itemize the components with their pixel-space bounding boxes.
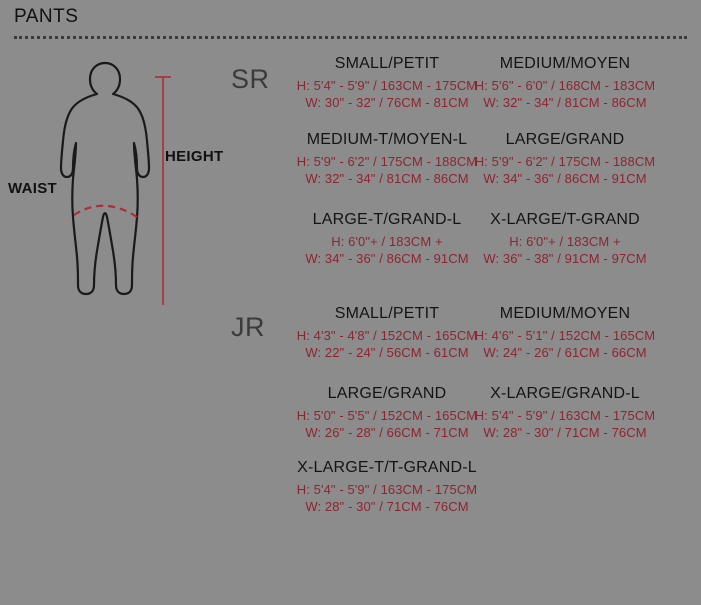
size-name: X-LARGE/GRAND-L	[490, 385, 640, 402]
group-label-sr: SR	[231, 64, 270, 94]
size-waist: W: 34" - 36" / 86CM - 91CM	[305, 251, 469, 266]
page-title: PANTS	[14, 6, 79, 27]
size-waist: W: 28" - 30" / 71CM - 76CM	[305, 499, 469, 514]
size-cell-jr-medium	[450, 305, 680, 361]
size-height: H: 4'3" - 4'8" / 152CM - 165CM	[296, 328, 478, 343]
size-cell-sr-xlarge	[450, 211, 680, 267]
size-height: H: 4'6" - 5'1" / 152CM - 165CM	[474, 328, 656, 343]
title-divider	[14, 36, 687, 39]
size-waist: W: 36" - 38" / 91CM - 97CM	[483, 251, 647, 266]
height-label: HEIGHT	[165, 148, 224, 165]
size-height: H: 6'0"+ / 183CM +	[331, 234, 443, 249]
size-waist: W: 28" - 30" / 71CM - 76CM	[483, 425, 647, 440]
size-name: MEDIUM/MOYEN	[499, 305, 631, 322]
size-cell-sr-medium	[450, 55, 680, 111]
size-height: H: 5'9" - 6'2" / 175CM - 188CM	[474, 154, 656, 169]
size-waist: W: 26" - 28" / 66CM - 71CM	[305, 425, 469, 440]
group-label-jr: JR	[231, 312, 265, 342]
size-height: H: 5'4" - 5'9" / 163CM - 175CM	[296, 78, 478, 93]
size-cell-jr-xlarge-tall	[272, 459, 502, 515]
size-cell-jr-xlarge	[450, 385, 680, 441]
size-name: LARGE-T/GRAND-L	[312, 211, 462, 228]
size-height: H: 5'4" - 5'9" / 163CM - 175CM	[474, 408, 656, 423]
size-height: H: 5'4" - 5'9" / 163CM - 175CM	[296, 482, 478, 497]
size-name: X-LARGE/T-GRAND	[490, 211, 640, 228]
size-waist: W: 30" - 32" / 76CM - 81CM	[305, 95, 469, 110]
size-cell-sr-large	[450, 131, 680, 187]
size-waist: W: 24" - 26" / 61CM - 66CM	[483, 345, 647, 360]
size-height: H: 6'0"+ / 183CM +	[509, 234, 621, 249]
size-name: LARGE/GRAND	[327, 385, 447, 402]
size-waist: W: 34" - 36" / 86CM - 91CM	[483, 171, 647, 186]
size-name: X-LARGE-T/T-GRAND-L	[297, 459, 477, 476]
size-waist: W: 32" - 34" / 81CM - 86CM	[483, 95, 647, 110]
size-height: H: 5'0" - 5'5" / 152CM - 165CM	[296, 408, 478, 423]
size-height: H: 5'6" - 6'0" / 168CM - 183CM	[474, 78, 656, 93]
size-waist: W: 22" - 24" / 56CM - 61CM	[305, 345, 469, 360]
size-name: MEDIUM/MOYEN	[499, 55, 631, 72]
size-waist: W: 32" - 34" / 81CM - 86CM	[305, 171, 469, 186]
size-name: SMALL/PETIT	[334, 55, 440, 72]
waist-label: WAIST	[8, 180, 57, 197]
size-height: H: 5'9" - 6'2" / 175CM - 188CM	[296, 154, 478, 169]
size-name: SMALL/PETIT	[334, 305, 440, 322]
size-name: MEDIUM-T/MOYEN-L	[306, 131, 468, 148]
size-name: LARGE/GRAND	[505, 131, 625, 148]
